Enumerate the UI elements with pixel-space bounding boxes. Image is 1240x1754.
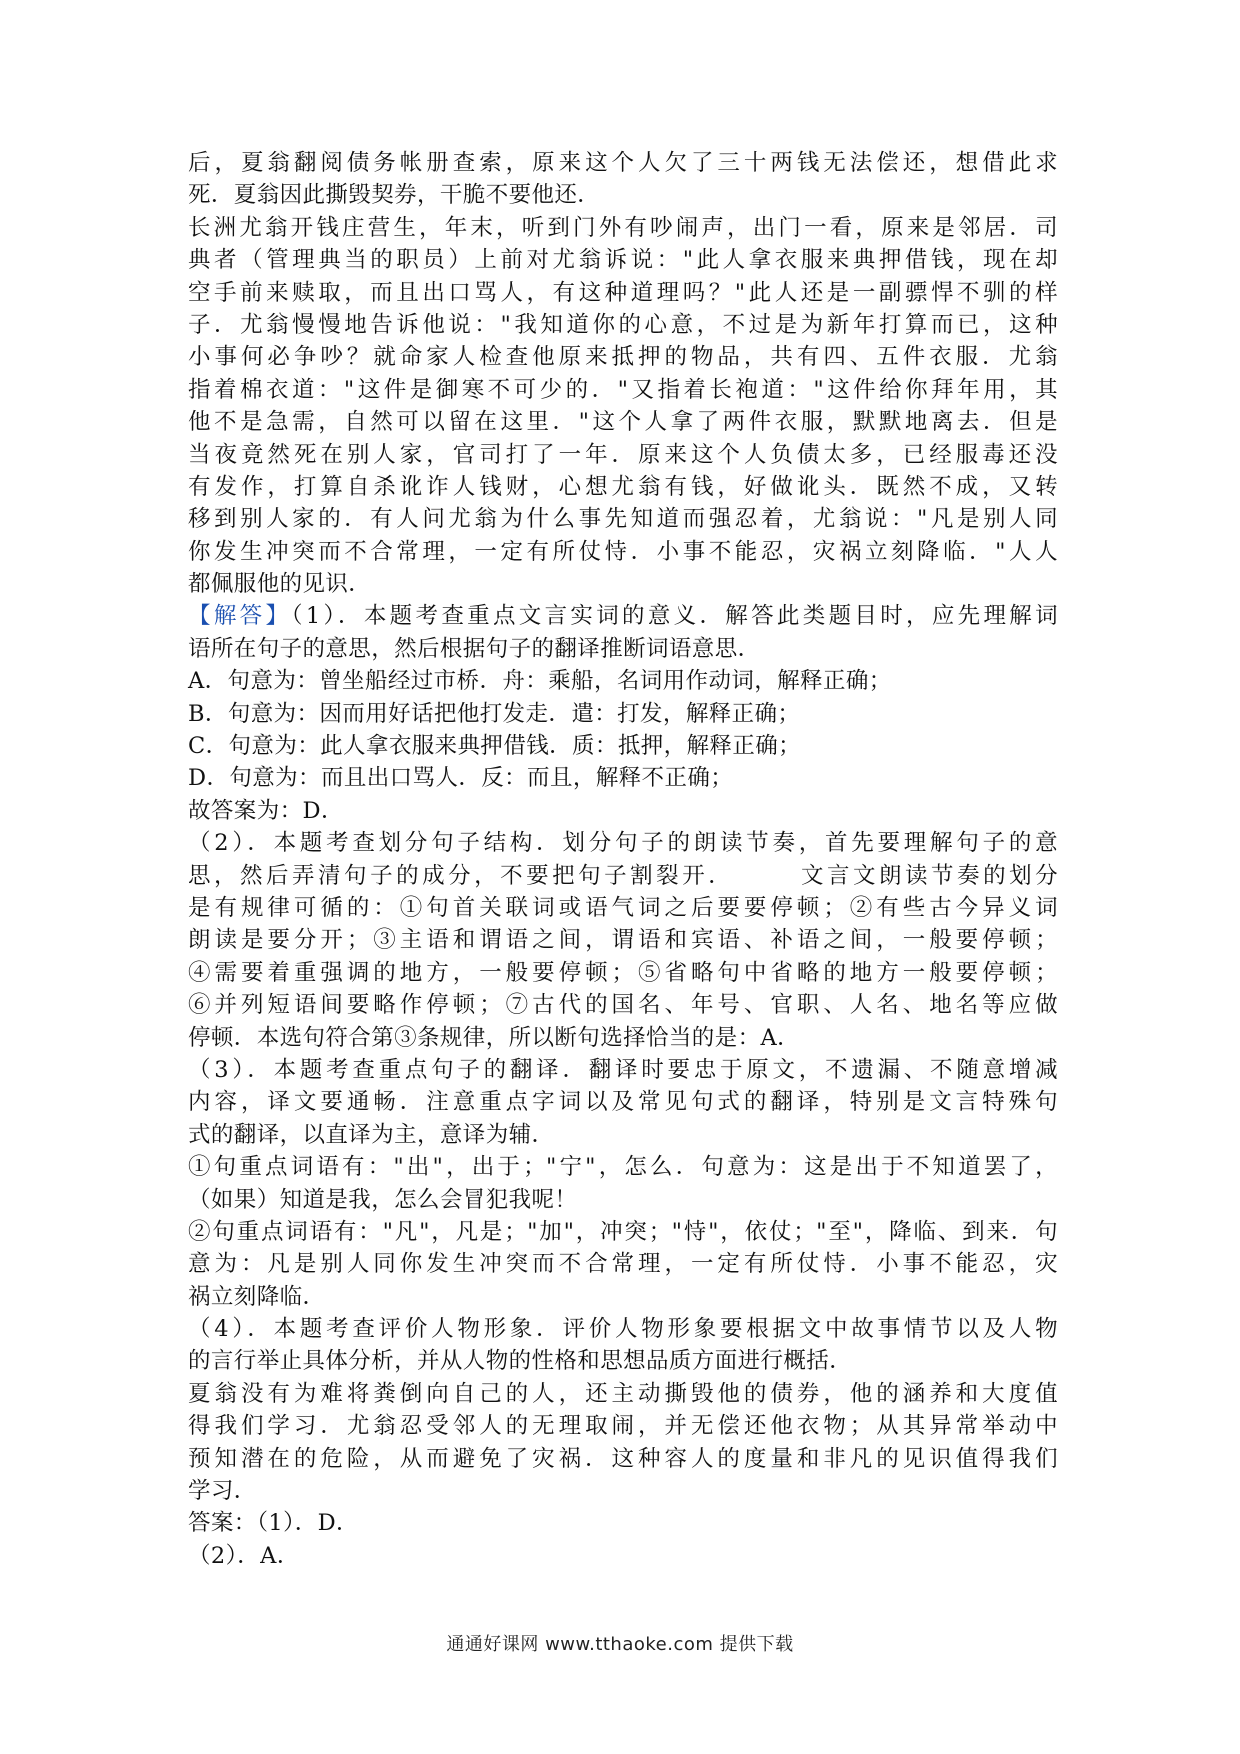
text-line [188, 1281, 1058, 1313]
line-text: 语所在句子的意思，然后根据句子的翻译推断词语意思． [188, 635, 761, 662]
text-line [188, 698, 1058, 730]
text-line [188, 1410, 1058, 1442]
text-line [188, 374, 1058, 406]
text-line [188, 406, 1058, 438]
line-text: 后，夏翁翻阅债务帐册查索，原来这个人欠了三十两钱无法偿还，想借此求 [188, 150, 1058, 176]
line-text: 指着棉衣道："这件是御寒不可少的．"又指着长袍道："这件给你拜年用，其 [188, 376, 1058, 403]
text-line [188, 1378, 1058, 1410]
text-line [188, 827, 1058, 859]
line-text: 死．夏翁因此撕毁契券，干脆不要他还． [188, 182, 601, 209]
text-line [188, 1443, 1058, 1475]
text-line [188, 633, 1058, 665]
line-text: ⑥并列短语间要略作停顿；⑦古代的国名、年号、官职、人名、地名等应做 [188, 992, 1058, 1019]
answer-tag: 【解答】 [188, 603, 292, 630]
line-text: 预知潜在的危险，从而避免了灾祸．这种容人的度量和非凡的见识值得我们 [188, 1445, 1058, 1472]
text-line [188, 924, 1058, 956]
line-text: 当夜竟然死在别人家，官司打了一年．原来这个人负债太多，已经服毒还没 [188, 441, 1058, 468]
text-line [188, 1184, 1058, 1216]
text-line [188, 471, 1058, 503]
line-text: 思，然后弄清句子的成分，不要把句子割裂开． 文言文朗读节奏的划分 [188, 862, 1058, 889]
line-text: （如果）知道是我，怎么会冒犯我呢！ [188, 1186, 578, 1213]
text-line [188, 1216, 1058, 1248]
line-text: 学习． [188, 1478, 257, 1505]
line-text: B．句意为：因而用好话把他打发走．遣：打发，解释正确； [188, 700, 801, 727]
line-text: 他不是急需，自然可以留在这里．"这个人拿了两件衣服，默默地离去．但是 [188, 409, 1058, 436]
line-text: （4）．本题考查评价人物形象．评价人物形象要根据文中故事情节以及人物 [188, 1316, 1058, 1343]
text-line [188, 1507, 1058, 1539]
text-line [188, 1475, 1058, 1507]
text-line [188, 568, 1058, 600]
text-line [188, 341, 1058, 373]
text-line [188, 730, 1058, 762]
line-text: 停顿．本选句符合第③条规律，所以断句选择恰当的是：A． [188, 1024, 801, 1051]
text-line [188, 1313, 1058, 1345]
line-text: A．句意为：曾坐船经过市桥．舟：乘船，名词用作动词，解释正确； [188, 668, 892, 695]
text-line [188, 989, 1058, 1021]
line-text: C．句意为：此人拿衣服来典押借钱．质：抵押，解释正确； [188, 733, 802, 760]
page-footer: 通通好课网 www.tthaoke.com 提供下载 [446, 1634, 794, 1655]
text-line [188, 957, 1058, 989]
text-line [188, 892, 1058, 924]
text-line [188, 1248, 1058, 1280]
text-line [188, 1086, 1058, 1118]
line-text: 是有规律可循的：①句首关联词或语气词之后要要停顿；②有些古今异义词 [188, 894, 1058, 921]
text-line [188, 1345, 1058, 1377]
document-body [188, 147, 1058, 1572]
line-text: （2）．本题考查划分句子结构．划分句子的朗读节奏，首先要理解句子的意 [188, 830, 1058, 857]
line-text: 祸立刻降临． [188, 1283, 326, 1310]
line-text: 空手前来赎取，而且出口骂人，有这种道理吗？"此人还是一副骠悍不驯的样 [188, 279, 1058, 306]
text-line [188, 439, 1058, 471]
line-text: 式的翻译，以直译为主，意译为辅． [188, 1121, 555, 1148]
line-text: 你发生冲突而不合常理，一定有所仗恃．小事不能忍，灾祸立刻降临．"人人 [188, 538, 1058, 565]
text-line [188, 665, 1058, 697]
text-line [188, 147, 1058, 179]
line-text: ①句重点词语有："出"，出于；"宁"，怎么．句意为：这是出于不知道罢了， [188, 1154, 1058, 1181]
answer-heading-line [188, 600, 1058, 632]
text-line [188, 179, 1058, 211]
line-text: 意为：凡是别人同你发生冲突而不合常理，一定有所仗恃．小事不能忍，灾 [188, 1251, 1058, 1278]
text-line [188, 212, 1058, 244]
line-text: 答案：（1）．D． [188, 1510, 359, 1537]
line-text: （1）．本题考查重点文言实词的意义．解答此类题目时，应先理解词 [291, 603, 1059, 630]
line-text: 的言行举止具体分析，并从人物的性格和思想品质方面进行概括． [188, 1348, 853, 1375]
text-line [188, 1054, 1058, 1086]
line-text: 典者（管理典当的职员）上前对尤翁诉说："此人拿衣服来典押借钱，现在却 [188, 247, 1058, 274]
text-line [188, 762, 1058, 794]
line-text: 朗读是要分开；③主语和谓语之间，谓语和宾语、补语之间，一般要停顿； [188, 927, 1058, 954]
line-text: （2）．A． [188, 1542, 300, 1569]
text-line [188, 1022, 1058, 1054]
text-line [188, 503, 1058, 535]
line-text: 有发作，打算自杀讹诈人钱财，心想尤翁有钱，好做讹头．既然不成，又转 [188, 473, 1058, 500]
line-text: 得我们学习．尤翁忍受邻人的无理取闹，并无偿还他衣物；从其异常举动中 [188, 1413, 1058, 1440]
text-line [188, 860, 1058, 892]
line-text: 子．尤翁慢慢地告诉他说："我知道你的心意，不过是为新年打算而已，这种 [188, 311, 1058, 338]
line-text: （3）．本题考查重点句子的翻译．翻译时要忠于原文，不遗漏、不随意增减 [188, 1056, 1058, 1083]
text-line [188, 1151, 1058, 1183]
text-line [188, 1119, 1058, 1151]
line-text: 故答案为：D． [188, 797, 344, 824]
text-line [188, 244, 1058, 276]
text-line [188, 309, 1058, 341]
text-line [188, 536, 1058, 568]
text-line [188, 277, 1058, 309]
line-text: 长洲尤翁开钱庄营生，年末，听到门外有吵闹声，出门一看，原来是邻居．司 [188, 214, 1058, 241]
line-text: 夏翁没有为难将粪倒向自己的人，还主动撕毁他的债券，他的涵养和大度值 [188, 1380, 1058, 1407]
text-line [188, 1540, 1058, 1572]
line-text: D．句意为：而且出口骂人．反：而且，解释不正确； [188, 765, 734, 792]
line-text: 移到别人家的．有人问尤翁为什么事先知道而强忍着，尤翁说："凡是别人同 [188, 506, 1058, 533]
line-text: 内容，译文要通畅．注意重点字词以及常见句式的翻译，特别是文言特殊句 [188, 1089, 1058, 1116]
line-text: ②句重点词语有："凡"，凡是；"加"，冲突；"恃"，依仗；"至"，降临、到来．句 [188, 1218, 1058, 1245]
line-text: 都佩服他的见识． [188, 571, 372, 598]
text-line [188, 795, 1058, 827]
line-text: 小事何必争吵？就命家人检查他原来抵押的物品，共有四、五件衣服．尤翁 [188, 344, 1058, 371]
line-text: ④需要着重强调的地方，一般要停顿；⑤省略句中省略的地方一般要停顿； [188, 959, 1058, 986]
